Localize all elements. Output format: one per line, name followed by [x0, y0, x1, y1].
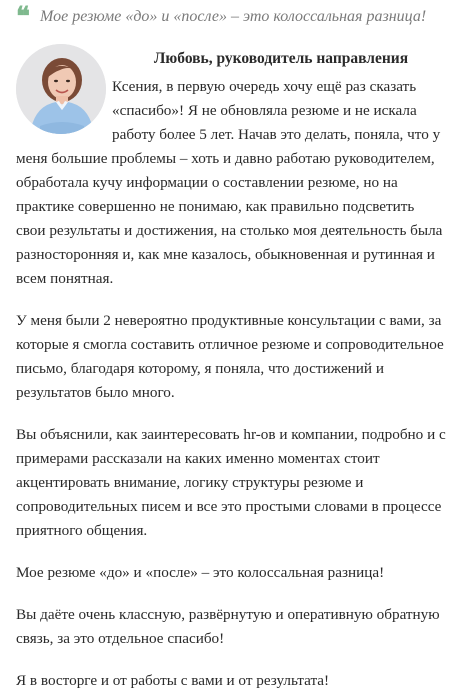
avatar [16, 44, 106, 134]
quote-text: Мое резюме «до» и «после» – это колоссальная разница! [40, 8, 427, 25]
paragraph: Вы объяснили, как заинтересовать hr-ов и компании, подробно и с примерами рассказали на каких именно моментах стоит акцентировать внимание, логику структуры резюме и сопроводительных писем и все это простыми словами в процессе приятного общения. [16, 426, 446, 539]
author-name: Любовь, руководитель направления [153, 50, 409, 67]
paragraph: Я в восторге и от работы с вами и от результата! [16, 672, 330, 689]
paragraph: Мое резюме «до» и «после» – это колоссальная разница! [16, 564, 385, 581]
paragraph: Вы даёте очень классную, развёрнутую и оперативную обратную связь, за это отдельное спасибо! [16, 606, 440, 647]
testimonial-quote [16, 0, 446, 37]
quote-open-icon: ❝ [16, 2, 30, 32]
paragraph: У меня были 2 невероятно продуктивные консультации с вами, за которые я смогла составить отличное резюме и сопроводительное письмо, благодаря которому, я поняла, что достижений и результатов было много. [16, 312, 444, 401]
paragraph: Ксения, в первую очередь хочу ещё раз сказать «спасибо»! Я не обновляла резюме и не искала работу более 5 лет. Начав это делать, поняла, что у меня большие проблемы – хоть и давно работаю руководителем, обработала кучу информации о составлении резюме, но на практике совершенно не понимаю, как правильно подсветить свои результаты и достижения, на столько моя деятельность была разносторонняя и, как мне казалось, обыкновенная и рутинная и всем понятная. [16, 78, 443, 287]
avatar-photo [16, 44, 106, 134]
testimonial-body [16, 75, 446, 693]
